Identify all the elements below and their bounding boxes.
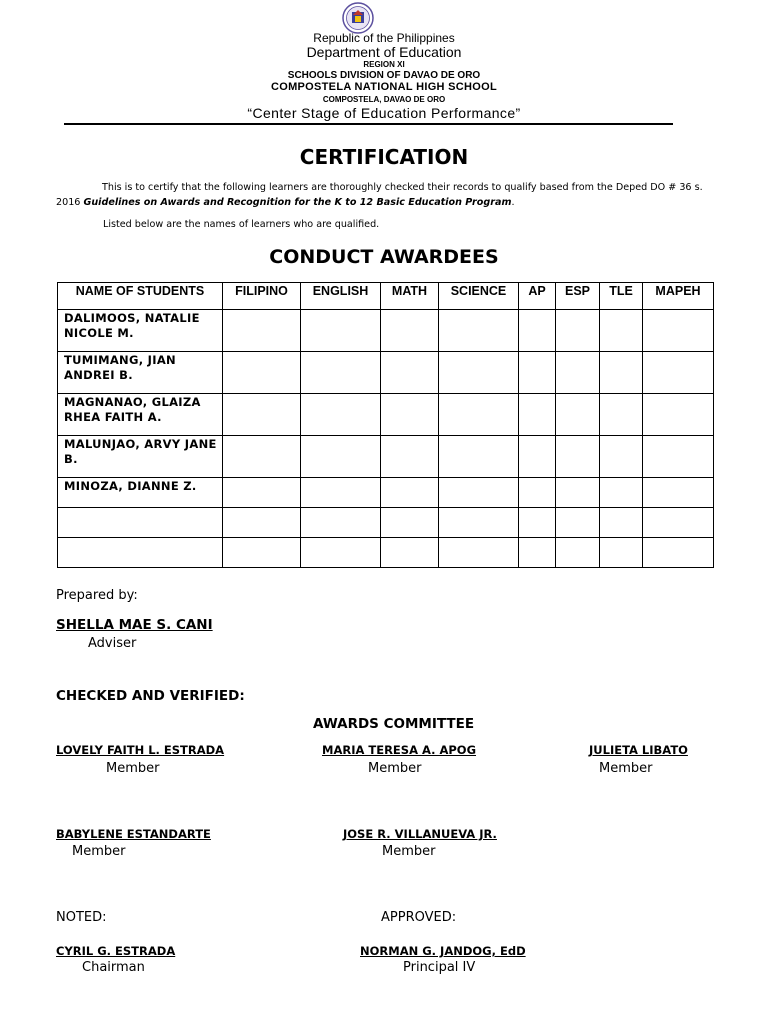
grade-cell [381,508,439,538]
grade-cell [556,508,600,538]
awardees-table [57,282,714,568]
grade-cell [301,478,381,508]
header-motto: “Center Stage of Education Performance” [247,105,521,121]
grade-cell [643,508,714,538]
grade-cell [223,538,301,568]
committee-member-role: Member [599,761,653,776]
col-header-esp: ESP [556,283,600,310]
committee-member-role: Member [368,761,422,776]
grade-cell [600,394,643,436]
grade-cell [556,436,600,478]
table-row [58,478,714,508]
chairman-role: Chairman [82,960,145,975]
grade-cell [381,478,439,508]
grade-cell [556,352,600,394]
grade-cell [439,310,519,352]
student-name: TUMIMANG, JIAN ANDREI B. [58,352,223,394]
grade-cell [223,310,301,352]
grade-cell [556,478,600,508]
student-name: MAGNANAO, GLAIZA RHEA FAITH A. [58,394,223,436]
header-region: REGION XI [363,60,405,69]
grade-cell [519,352,556,394]
header-school: COMPOSTELA NATIONAL HIGH SCHOOL [270,81,498,93]
grade-cell [301,436,381,478]
grade-cell [381,436,439,478]
prepared-by-label: Prepared by: [56,588,138,603]
grade-cell [223,508,301,538]
grade-cell [439,538,519,568]
grade-cell [301,538,381,568]
col-header-ap: AP [519,283,556,310]
header-division: SCHOOLS DIVISION OF DAVAO DE ORO [287,70,481,81]
grade-cell [381,394,439,436]
grade-cell [556,538,600,568]
table-row [58,310,714,352]
col-header-filipino: FILIPINO [223,283,301,310]
col-header-tle: TLE [600,283,643,310]
grade-cell [556,310,600,352]
student-name: MINOZA, DIANNE Z. [58,478,223,508]
committee-member-name: JULIETA LIBATO [589,743,688,757]
chairman-name: CYRIL G. ESTRADA [56,944,176,958]
grade-cell [223,436,301,478]
student-name [58,538,223,568]
grade-cell [439,352,519,394]
col-header-english: ENGLISH [301,283,381,310]
grade-cell [519,310,556,352]
col-header-mapeh: MAPEH [643,283,714,310]
grade-cell [600,478,643,508]
certification-paragraph [56,180,716,210]
page-title: CERTIFICATION [299,145,469,169]
table-header-row [58,283,714,310]
grade-cell [600,352,643,394]
grade-cell [301,508,381,538]
grade-cell [643,352,714,394]
grade-cell [223,478,301,508]
committee-member-name: JOSE R. VILLANUEVA JR. [343,827,497,841]
grade-cell [301,352,381,394]
grade-cell [223,394,301,436]
grade-cell [643,394,714,436]
grade-cell [381,352,439,394]
grade-cell [600,436,643,478]
header-department: Department of Education [306,44,462,60]
adviser-role: Adviser [88,636,137,651]
paragraph-text-start: This is to certify that the following learners are thoroughly checked their records to qualify based from the Deped DO # 36 s. 2016 [56,182,703,208]
grade-cell [519,394,556,436]
header-address: COMPOSTELA, DAVAO DE ORO [322,95,446,104]
grade-cell [600,538,643,568]
grade-cell [301,310,381,352]
student-name: MALUNJAO, ARVY JANE B. [58,436,223,478]
deped-seal-logo [340,2,376,34]
grade-cell [519,478,556,508]
principal-role: Principal IV [403,960,476,975]
checked-verified-label: CHECKED AND VERIFIED: [56,688,245,704]
grade-cell [439,508,519,538]
grade-cell [223,352,301,394]
table-row [58,352,714,394]
header-divider [64,123,673,125]
table-title: CONDUCT AWARDEES [269,246,499,268]
grade-cell [643,310,714,352]
grade-cell [439,394,519,436]
grade-cell [643,478,714,508]
student-name: DALIMOOS, NATALIE NICOLE M. [58,310,223,352]
committee-member-name: MARIA TERESA A. APOG [322,743,477,757]
table-row [58,538,714,568]
grade-cell [556,394,600,436]
grade-cell [381,538,439,568]
grade-cell [381,310,439,352]
grade-cell [439,478,519,508]
noted-label: NOTED: [56,910,107,925]
grade-cell [643,538,714,568]
committee-title: AWARDS COMMITTEE [313,716,475,732]
principal-name: NORMAN G. JANDOG, EdD [360,944,526,958]
adviser-name: SHELLA MAE S. CANI [56,617,213,633]
grade-cell [519,436,556,478]
committee-member-role: Member [106,761,160,776]
table-row [58,394,714,436]
table-row [58,436,714,478]
student-name [58,508,223,538]
approved-label: APPROVED: [381,910,457,925]
table-row [58,508,714,538]
committee-member-name: BABYLENE ESTANDARTE [56,827,211,841]
listed-note: Listed below are the names of learners who are qualified. [103,219,380,230]
col-header-science: SCIENCE [439,283,519,310]
committee-member-name: LOVELY FAITH L. ESTRADA [56,743,225,757]
guidelines-title: Guidelines on Awards and Recognition for the K to 12 Basic Education Program [83,197,512,208]
col-header-name: NAME OF STUDENTS [58,283,223,310]
grade-cell [600,508,643,538]
grade-cell [519,508,556,538]
committee-member-role: Member [72,844,126,859]
committee-member-role: Member [382,844,436,859]
header-republic: Republic of the Philippines [313,31,455,45]
grade-cell [439,436,519,478]
grade-cell [519,538,556,568]
paragraph-text-end: . [511,197,515,208]
grade-cell [301,394,381,436]
grade-cell [600,310,643,352]
grade-cell [643,436,714,478]
col-header-math: MATH [381,283,439,310]
